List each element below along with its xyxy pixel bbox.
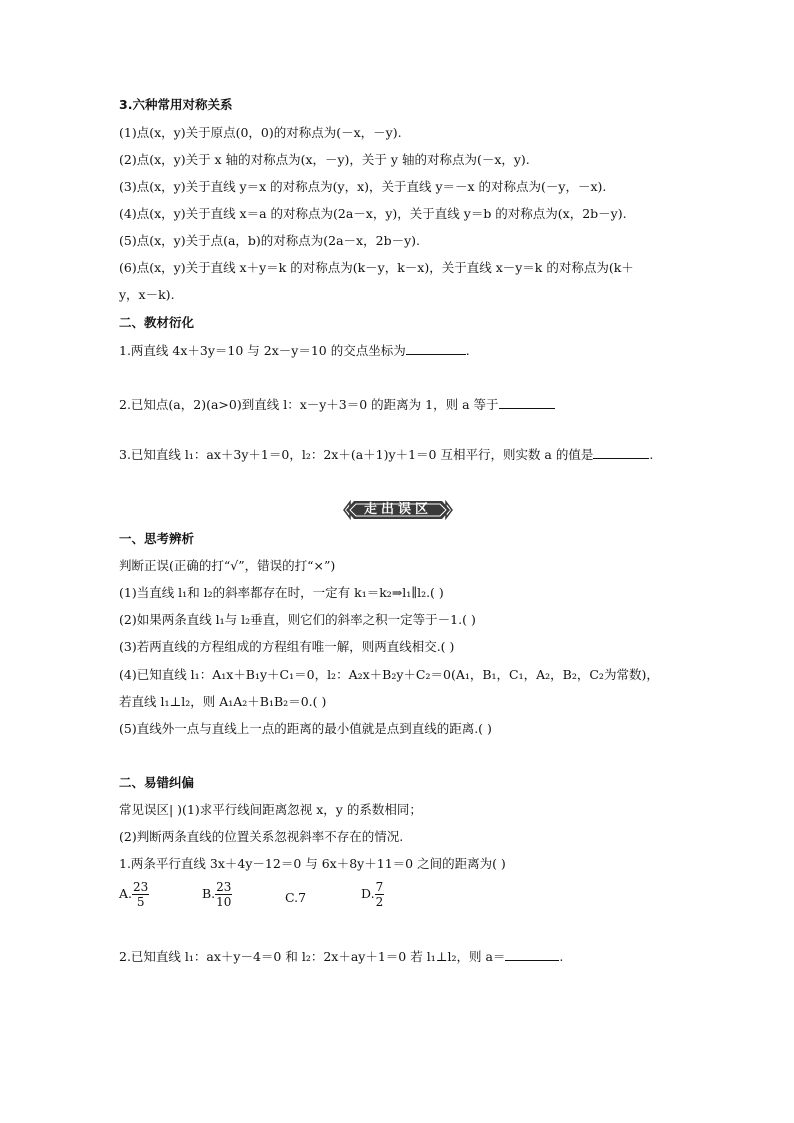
question-3: 3.已知直线 l₁：ax＋3y＋1＝0，l₂：2x＋(a＋1)y＋1＝0 互相平行，则实数 a 的值是 . xyxy=(119,447,654,462)
symmetry-item-5: (5)点(x，y)关于点(a，b)的对称点为(2a－x，2b－y). xyxy=(119,233,420,248)
judge-item-5: (5)直线外一点与直线上一点的距离的最小值就是点到直线的距离.( ) xyxy=(119,721,492,736)
common-mistake-2: (2)判断两条直线的位置关系忽视斜率不存在的情况. xyxy=(119,829,404,844)
question-text: 3.已知直线 l₁：ax＋3y＋1＝0，l₂：2x＋(a＋1)y＋1＝0 互相平行，则实数 a 的值是 xyxy=(119,447,594,462)
question-text: 2.已知直线 l₁：ax＋y－4＝0 和 l₂：2x＋ay＋1＝0 若 l₁⊥l₂，则 a＝ xyxy=(119,949,506,964)
symmetry-item-2: (2)点(x，y)关于 x 轴的对称点为(x，－y)，关于 y 轴的对称点为(－x，y). xyxy=(119,152,530,167)
answer-blank[interactable] xyxy=(593,446,649,459)
option-c[interactable]: C.7 xyxy=(285,890,307,905)
section-title: 二、教材衍化 xyxy=(119,315,195,330)
option-d[interactable]: D. $\frac{7}{2}$ xyxy=(361,880,384,909)
question-2 xyxy=(119,396,555,413)
section-title: 3.六种常用对称关系 xyxy=(119,97,233,112)
question-text: 1.两直线 4x＋3y＝10 与 2x－y＝10 的交点坐标为 xyxy=(119,343,406,358)
option-b[interactable]: B. $\frac{23}{10}$ xyxy=(202,880,232,909)
fraction: $\frac{23}{10}$ xyxy=(216,880,232,909)
instructions: 判断正误(正确的打“√”，错误的打“×”) xyxy=(119,558,336,573)
symmetry-item-6-line2: y，x－k). xyxy=(119,287,175,302)
judge-item-4-line1: (4)已知直线 l₁：A₁x＋B₁y＋C₁＝0，l₂：A₂x＋B₂y＋C₂＝0(A₁，B₁，C₁，A₂，B₂，C₂为常数)， xyxy=(119,667,659,682)
section-banner xyxy=(342,499,454,521)
symmetry-item-4: (4)点(x，y)关于直线 x＝a 的对称点为(2a－x，y)，关于直线 y＝b 的对称点为(x，2b－y). xyxy=(119,206,627,221)
question-1: 1.两直线 4x＋3y＝10 与 2x－y＝10 的交点坐标为 . xyxy=(119,343,470,358)
question-text: 2.已知点(a，2)(a>0)到直线 l：x－y＋3＝0 的距离为 1，则 a 等于 xyxy=(119,397,499,412)
answer-blank[interactable] xyxy=(499,396,555,409)
banner-label: 走出误区 xyxy=(363,502,432,517)
common-mistake-1: 常见误区| )(1)求平行线间距离忽视 x，y 的系数相同； xyxy=(119,802,422,817)
judge-item-4-line2: 若直线 l₁⊥l₂，则 A₁A₂＋B₁B₂＝0.( ) xyxy=(119,694,327,709)
symmetry-item-1: (1)点(x，y)关于原点(0，0)的对称点为(－x，－y). xyxy=(119,125,402,140)
judge-item-3: (3)若两直线的方程组成的方程组有唯一解，则两直线相交.( ) xyxy=(119,639,455,654)
symmetry-item-3: (3)点(x，y)关于直线 y＝x 的对称点为(y，x)，关于直线 y＝－x 的对称点为(－y，－x). xyxy=(119,179,607,194)
judge-item-1: (1)当直线 l₁和 l₂的斜率都存在时，一定有 k₁＝k₂⇒l₁∥l₂.( ) xyxy=(119,585,444,600)
question-1: 1.两条平行直线 3x＋4y－12＝0 与 6x＋8y＋11＝0 之间的距离为( ) xyxy=(119,856,506,871)
question-2: 2.已知直线 l₁：ax＋y－4＝0 和 l₂：2x＋ay＋1＝0 若 l₁⊥l₂，则 a＝ . xyxy=(119,949,564,964)
judge-item-2: (2)如果两条直线 l₁与 l₂垂直，则它们的斜率之积一定等于－1.( ) xyxy=(119,612,476,627)
symmetry-item-6-line1: (6)点(x，y)关于直线 x＋y＝k 的对称点为(k－y，k－x)，关于直线 x－y＝k 的对称点为(k＋ xyxy=(119,260,634,275)
section-title: 二、易错纠偏 xyxy=(119,775,195,790)
answer-blank[interactable] xyxy=(505,948,559,961)
section-title: 一、思考辨析 xyxy=(119,531,195,546)
answer-blank[interactable] xyxy=(406,342,466,355)
fraction: $\frac{23}{5}$ xyxy=(133,880,149,909)
fraction: $\frac{7}{2}$ xyxy=(375,880,384,909)
option-a[interactable]: A. $\frac{23}{5}$ xyxy=(119,880,149,909)
